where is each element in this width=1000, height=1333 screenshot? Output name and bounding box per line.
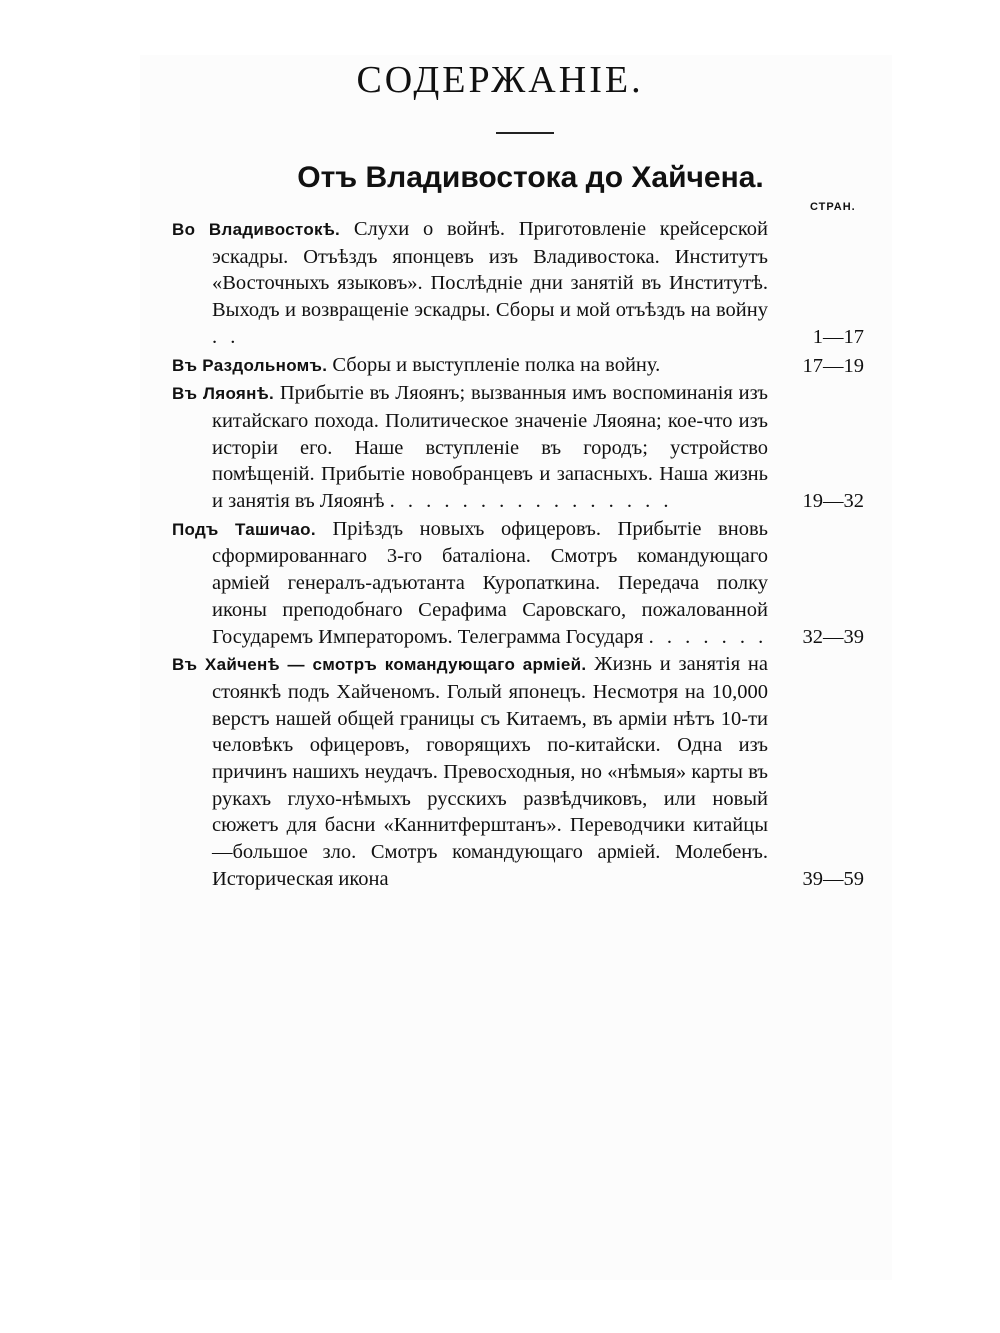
toc-entry-text [172, 380, 768, 515]
toc-entry-leader: . . [212, 325, 240, 348]
toc-entry-heading: Подъ Ташичао. [172, 519, 316, 539]
toc-entry-description: Сборы и выступленіе полка на войну. [332, 353, 661, 376]
toc-entry-heading: Въ Хайченѣ — смотръ командующаго арміей. [172, 655, 587, 675]
toc-entry-pages: 32—39 [802, 625, 864, 648]
toc-entry-heading: Во Владивостокѣ. [172, 220, 341, 239]
part-title: Отъ Владивостока до Хайчена. [297, 161, 764, 194]
toc-entry-pages: 19—32 [802, 490, 864, 513]
toc-entry-pages: 17—19 [802, 354, 864, 377]
toc-entry-pages: 1—17 [812, 325, 864, 348]
toc-entry [172, 651, 872, 892]
toc-entry-text [172, 216, 768, 351]
page-title: СОДЕРЖАНІЕ. [356, 59, 644, 101]
toc-entry-heading: Въ Раздольномъ. [172, 355, 328, 375]
toc-entry-description: Прибытіе въ Ляоянъ; вызванныя имъ воспоминанія изъ китайскаго похода. Политическое значеніе Ляояна; кое-что изъ исторіи его. Наше вступленіе въ городъ; устройство помѣщеній. Прибытіе новобранцевъ и запасныхъ. Наша жизнь и занятія въ Ляоянѣ [212, 382, 768, 513]
toc-entry-leader: . . . . . . . . . . . . . . . . [389, 490, 673, 513]
toc-entry [172, 352, 872, 380]
title-divider [496, 132, 554, 134]
toc-entry-text [172, 651, 768, 892]
toc-entry-leader: . . . . . . . [648, 625, 768, 648]
pages-column-header: СТРАН. [810, 201, 856, 213]
toc-entry-text [172, 352, 768, 380]
toc-entry-pages: 39—59 [802, 867, 864, 890]
toc-entry-description: Жизнь и занятія на стоянкѣ подъ Хайченомъ. Голый японецъ. Несмотря на 10,000 верстъ нашей общей границы съ Китаемъ, въ арміи нѣтъ 10-ти человѣкъ офицеровъ, говорящихъ по-китайски. Одна изъ причинъ нашихъ неудачъ. Превосходныя, но «нѣмыя» карты въ рукахъ глухо-нѣмыхъ русскихъ развѣдчиковъ, или новый сюжетъ для басни «Каннитферштанъ». Переводчики китайцы—большое зло. Смотръ командующаго арміей. Молебенъ. Историческая икона [212, 653, 769, 890]
toc-entry-heading: Въ Ляоянѣ. [172, 384, 274, 404]
toc-entry-description: Пріѣздъ новыхъ офицеровъ. Прибытіе вновь сформированнаго 3-го баталіона. Смотръ командующаго арміей генералъ-адъютанта Куропаткина. Передача полку иконы преподобнаго Серафима Саровскаго, пожалованной Государемъ Императоромъ. Телеграмма Государя [212, 517, 768, 648]
toc-entry [172, 516, 872, 651]
toc-entry-text [172, 516, 768, 651]
toc-entry [172, 380, 872, 515]
toc-entry [172, 216, 872, 351]
toc-entry-description: Слухи о войнѣ. Приготовленіе крейсерской эскадры. Отъѣздъ японцевъ изъ Владивостока. Институтъ «Восточныхъ языковъ». Послѣдніе дни занятій въ Институтѣ. Выходъ и возвращеніе эскадры. Сборы и мой отъѣздъ на войну [212, 218, 769, 322]
table-of-contents [172, 216, 872, 894]
